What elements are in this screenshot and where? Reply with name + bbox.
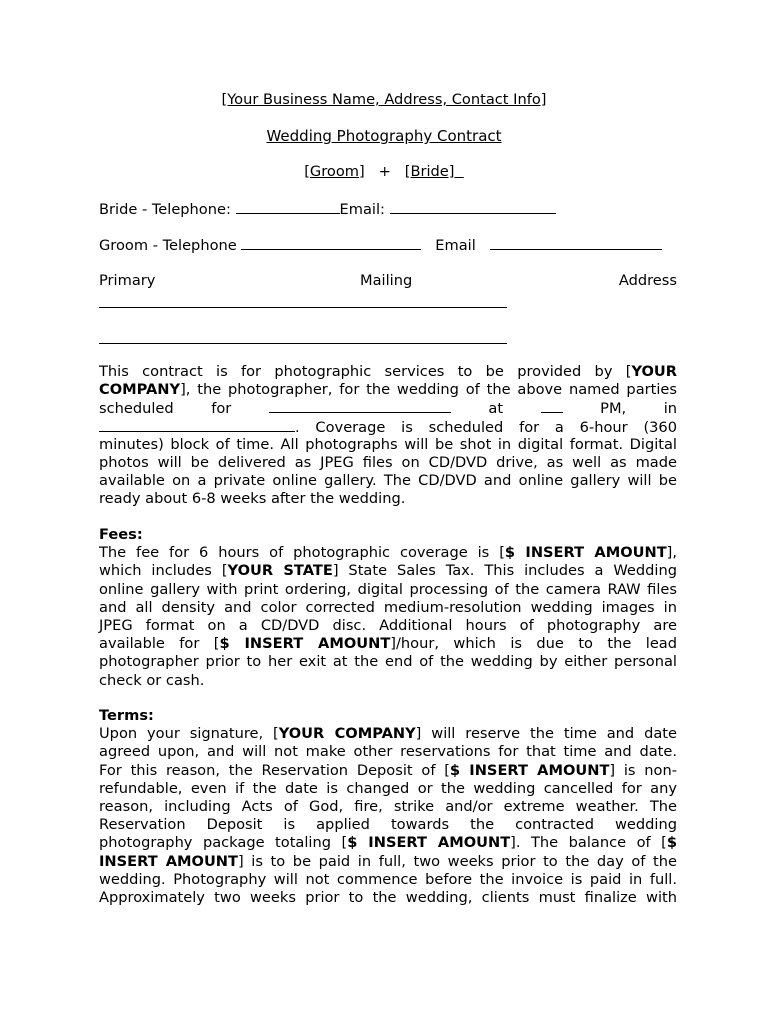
bride-email-field[interactable] xyxy=(390,200,556,214)
bride-contact-row xyxy=(99,200,556,219)
address-label-mailing: Mailing xyxy=(360,272,413,289)
address-line-2[interactable] xyxy=(99,343,507,344)
groom-telephone-field[interactable] xyxy=(241,236,421,250)
address-label-primary: Primary xyxy=(99,272,156,289)
address-line-1[interactable] xyxy=(99,307,507,308)
business-info-heading: [Your Business Name, Address, Contact Info] xyxy=(221,91,547,108)
groom-telephone-label: Groom - Telephone xyxy=(99,237,237,254)
bride-email-label: Email: xyxy=(339,201,385,218)
wedding-time-field[interactable] xyxy=(541,399,563,413)
groom-contact-row xyxy=(99,236,662,255)
intro-paragraph: This contract is for photographic services to be provided by [YOUR COMPANY], the photographer, for the wedding of the above named parties scheduled for at PM, in . Coverage is scheduled for a 6-hour (360 minutes) block of time. All photographs will be shot in digital format. Digital photos will be delivered as JPEG files on CD/DVD drive, as well as made available on a private online gallery. The CD/DVD and online gallery will be ready about 6-8 weeks after the wedding. xyxy=(99,363,678,508)
couple-names xyxy=(0,163,768,181)
bride-telephone-label: Bride - Telephone: xyxy=(99,201,231,218)
plus-sign: + xyxy=(378,163,391,180)
terms-heading: Terms: xyxy=(99,707,154,724)
groom-email-field[interactable] xyxy=(490,236,662,250)
address-label-address: Address xyxy=(618,272,677,289)
fees-section: Fees: The fee for 6 hours of photographic coverage is [$ INSERT AMOUNT], which includes [YOUR STATE] State Sales Tax. This includes a Wedding online gallery with print ordering, digital processing of the camera RAW files and all density and color corrected medium-resolution wedding images in JPEG format on a CD/DVD disc. Additional hours of photography are available for [$ INSERT AMOUNT]/hour, which is due to the lead photographer prior to her exit at the end of the wedding by either personal check or cash. xyxy=(99,526,678,689)
contract-title: Wedding Photography Contract xyxy=(266,127,502,145)
fees-heading: Fees: xyxy=(99,526,143,543)
groom-email-label: Email xyxy=(435,237,476,254)
wedding-date-field[interactable] xyxy=(269,399,451,413)
bride-placeholder: [Bride] xyxy=(404,163,455,180)
terms-section: Terms: Upon your signature, [YOUR COMPANY] will reserve the time and date agreed upon, and will not make other reservations for that time and date. For this reason, the Reservation Deposit of [$ INSERT AMOUNT] is non- refundable, even if the date is changed or the wedding cancelled for any reason, including Acts of God, fire, strike and/or extreme weather. The Reservation Deposit is applied towards the contracted wedding photography package totaling [$ INSERT AMOUNT]. The balance of [$ INSERT AMOUNT] is to be paid in full, two weeks prior to the day of the wedding. Photography will not commence before the invoice is paid in full. Approximately two weeks prior to the wedding, clients must finalize with xyxy=(99,707,678,906)
bride-telephone-field[interactable] xyxy=(236,200,340,214)
groom-placeholder: [Groom] xyxy=(304,163,365,180)
wedding-location-field[interactable] xyxy=(99,418,295,432)
